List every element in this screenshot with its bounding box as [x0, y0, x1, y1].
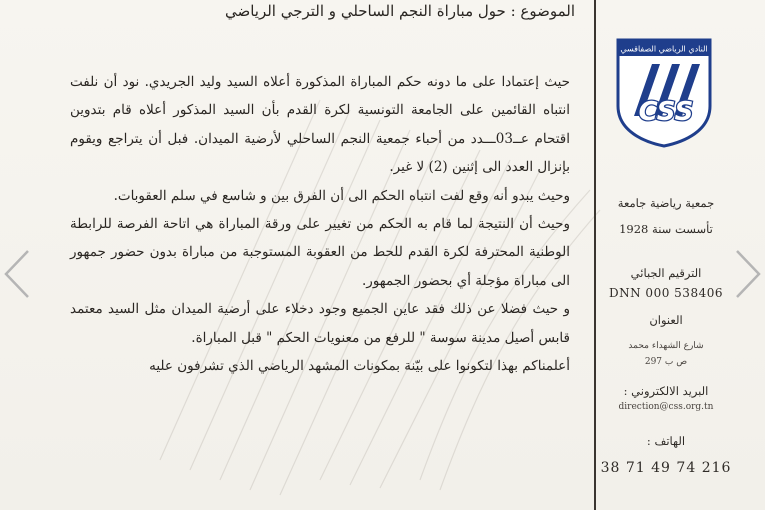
address-line-2: ص ب 297 [644, 357, 688, 367]
address-line-1: شارع الشهداء محمد [628, 341, 704, 351]
tax-id-value: 538406 DNN 000 [609, 286, 723, 300]
chevron-right-icon [731, 247, 765, 301]
paragraph-1: حيث إعتمادا على ما دونه حكم المباراة المذكورة أعلاه السيد وليد الجريدي. نود أن نلفت انتباه القائمين على الجامعة التونسية لكرة القدم بأن السيد المذكور أعلاه قام بتدوين اقتحام عــ03ـــدد من أحباء جمعية النجم الساحلي لأرضية الميدان. فبل أن يتراجع ويقوم بإنزال العدد الى إثنين (2) لا غير. [70, 74, 570, 176]
phone-label: الهاتف : [646, 434, 686, 448]
previous-page-button[interactable] [0, 247, 34, 301]
letterhead-sidebar [594, 0, 736, 510]
paragraph-4: و حيث فضلا عن ذلك فقد عاين الجميع وجود دخلاء على أرضية الميدان مثل السيد معتمد قابس أصيل مدينة سوسة " للرفع من معنويات الحكم " قبل المباراة. [70, 301, 570, 346]
association-type: جمعية رياضية جامعة [617, 196, 715, 210]
email-value: direction@css.org.tn [618, 402, 714, 412]
paragraph-3: وحيث أن النتيجة لما قام به الحكم من تغيير على ورقة المباراة هي اتاحة الفرصة للرابطة الوطنية المحترفة لكرة القدم للحط من العقوبة المستوجبة من مباراة بدون حضور جمهور الى مباراة مؤجلة أي بحضور الجمهور. [70, 216, 570, 289]
logo-banner-text: النادي الرياضي الصفاقسي [620, 44, 708, 54]
paragraph-2: وحيث يبدو أنه وقع لفت انتباه الحكم الى أن الفرق بين و شاسع في سلم العقوبات. [113, 187, 570, 204]
founded-year: تأسست سنة 1928 [619, 222, 713, 236]
logo-initials: CSS [638, 97, 694, 127]
phone-value: 216 74 49 71 38 [600, 460, 732, 476]
tax-id-label: الترقيم الجبائي [630, 266, 702, 280]
email-label: البريد الالكتروني : [623, 384, 709, 398]
next-page-button[interactable] [731, 247, 765, 301]
address-label: العنوان [649, 313, 683, 327]
paragraph-5: أعلمناكم بهذا لتكونوا على بيّنة بمكونات المشهد الرياضي الذي تشرفون عليه [149, 358, 570, 375]
letter-subject: الموضوع : حول مباراة النجم الساحلي و الترجي الرياضي [224, 2, 575, 20]
letter-body [70, 68, 570, 380]
css-club-logo [614, 36, 714, 148]
chevron-left-icon [0, 247, 34, 301]
